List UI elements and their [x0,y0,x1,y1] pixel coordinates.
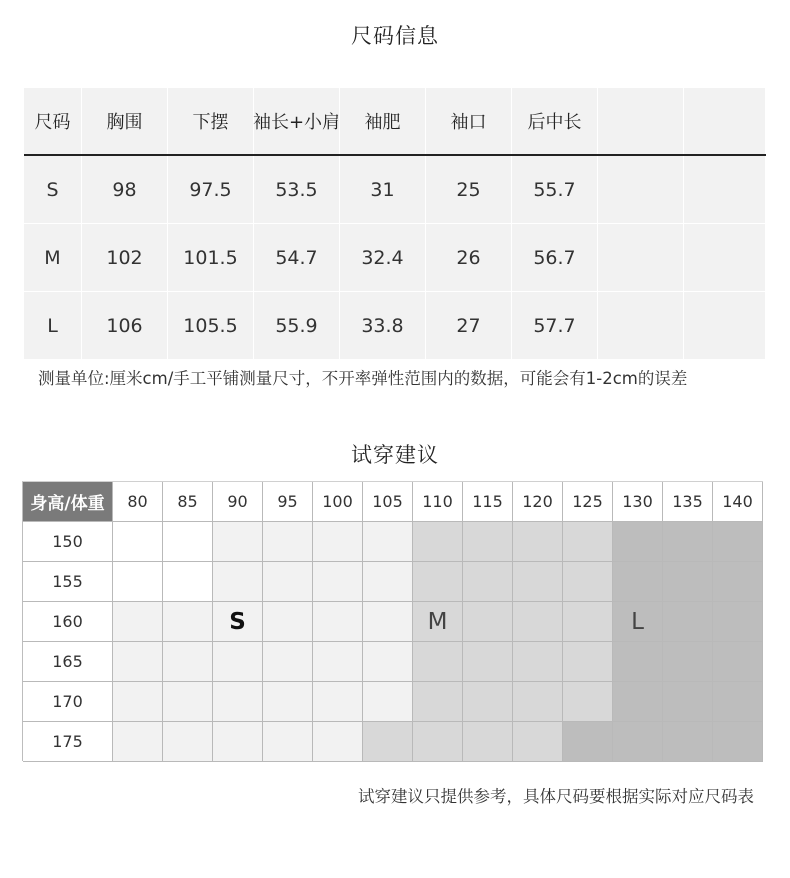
fit-grid-cell [213,642,263,682]
fit-grid-cell [263,682,313,722]
fit-grid-cell [363,522,413,562]
fit-grid-row [23,722,763,762]
fit-grid-cell [163,682,213,722]
fit-grid-cell [613,682,663,722]
fit-grid-cell [663,642,713,682]
size-table-header-cell: 袖口 [426,88,512,154]
fit-grid-cell [413,722,463,762]
size-mark-s: S [229,608,246,635]
weight-header-cell: 85 [163,482,213,522]
fit-grid-row [23,562,763,602]
size-table-cell: 57.7 [512,292,598,359]
size-table-cell: 31 [340,156,426,223]
fit-grid-cell [513,522,563,562]
fit-grid-cell [713,522,763,562]
fit-grid-cell [313,642,363,682]
fit-grid-cell [213,602,263,642]
weight-header-cell: 130 [613,482,663,522]
size-table-cell: 56.7 [512,224,598,291]
fit-grid-cell [663,522,713,562]
fit-grid-cell [163,562,213,602]
fit-grid-cell [163,522,213,562]
size-table-cell: 26 [426,224,512,291]
size-table-cell: 33.8 [340,292,426,359]
fit-grid-cell [513,562,563,602]
fit-grid-row [23,602,763,642]
size-table-cell: 53.5 [254,156,340,223]
weight-header-cell: 135 [663,482,713,522]
fit-grid-header-row [23,482,763,522]
fit-grid-cell [313,562,363,602]
fit-grid-cell [513,722,563,762]
size-table-cell: M [24,224,82,291]
fit-grid-cell [113,642,163,682]
fit-grid-cell [413,602,463,642]
weight-header-cell: 80 [113,482,163,522]
fit-grid-cell [613,642,663,682]
height-header-cell: 155 [23,562,113,602]
height-header-cell: 165 [23,642,113,682]
fit-grid-cell [713,562,763,602]
fit-grid-cell [413,642,463,682]
height-header-cell: 175 [23,722,113,762]
fit-grid-cell [263,642,313,682]
fit-grid-cell [413,522,463,562]
weight-header-cell: 120 [513,482,563,522]
size-table-header-cell: 下摆 [168,88,254,154]
fit-grid-cell [463,522,513,562]
size-table-header-cell: 袖长+小肩 [254,88,340,154]
size-table-cell [598,156,684,223]
size-table-cell: S [24,156,82,223]
fit-grid-cell [513,642,563,682]
fit-grid-cell [113,522,163,562]
weight-header-cell: 110 [413,482,463,522]
size-table-header-cell: 后中长 [512,88,598,154]
fit-grid-cell [363,562,413,602]
fit-grid-cell [163,722,213,762]
fit-grid-cell [713,602,763,642]
fit-grid-cell [563,682,613,722]
size-mark-l: L [631,608,644,635]
fit-grid-cell [163,602,213,642]
size-table-header-cell [598,88,684,154]
size-table-cell: 55.9 [254,292,340,359]
fit-grid-cell [613,522,663,562]
fit-suggestion-note: 试穿建议只提供参考，具体尺码要根据实际对应尺码表 [358,787,754,806]
fit-grid-cell [563,642,613,682]
height-header-cell: 160 [23,602,113,642]
size-table-header-cell: 尺码 [24,88,82,154]
fit-grid-cell [213,682,263,722]
fit-grid-cell [663,722,713,762]
size-table-cell [598,292,684,359]
weight-header-cell: 125 [563,482,613,522]
weight-header-cell: 105 [363,482,413,522]
fit-grid-cell [613,602,663,642]
size-table-header-cell [684,88,766,154]
fit-grid-cell [113,602,163,642]
fit-grid [22,481,763,761]
fit-grid-cell [363,682,413,722]
size-table-cell: 27 [426,292,512,359]
size-table-cell [684,224,766,291]
fit-grid-cell [213,722,263,762]
fit-grid-cell [563,562,613,602]
fit-grid-cell [363,602,413,642]
size-table-cell: 97.5 [168,156,254,223]
height-header-cell: 150 [23,522,113,562]
fit-grid-cell [513,602,563,642]
weight-header-cell: 100 [313,482,363,522]
fit-grid-row [23,682,763,722]
fit-grid-cell [263,522,313,562]
size-table-cell [598,224,684,291]
fit-grid-cell [713,682,763,722]
size-table-cell: 55.7 [512,156,598,223]
size-table-row [24,156,766,223]
fit-grid-cell [713,642,763,682]
fit-grid-cell [463,722,513,762]
size-table-cell: 106 [82,292,168,359]
weight-header-cell: 140 [713,482,763,522]
measurement-note: 测量单位:厘米cm/手工平铺测量尺寸，不开率弹性范围内的数据，可能会有1-2cm的误差 [38,369,688,388]
size-table-row [24,223,766,291]
size-table-row [24,291,766,359]
fit-grid-cell [263,562,313,602]
weight-header-cell: 115 [463,482,513,522]
fit-grid-cell [563,722,613,762]
fit-grid-row [23,522,763,562]
weight-header-cell: 90 [213,482,263,522]
fit-grid-cell [113,562,163,602]
fit-suggestion-title: 试穿建议 [351,443,439,467]
fit-grid-cell [663,602,713,642]
fit-grid-cell [513,682,563,722]
fit-grid-cell [413,562,463,602]
fit-grid-cell [363,642,413,682]
size-table-cell: 32.4 [340,224,426,291]
size-table-header-cell: 胸围 [82,88,168,154]
fit-grid-cell [113,722,163,762]
fit-grid-cell [463,642,513,682]
fit-grid-cell [463,602,513,642]
size-table-cell: 98 [82,156,168,223]
fit-grid-cell [713,722,763,762]
size-table-header [24,88,766,156]
size-table-cell: 54.7 [254,224,340,291]
size-info-title: 尺码信息 [351,24,439,48]
size-table-cell: 101.5 [168,224,254,291]
size-table-cell: 105.5 [168,292,254,359]
fit-grid-row [23,642,763,682]
fit-grid-cell [313,522,363,562]
fit-grid-cell [313,722,363,762]
size-table-cell: L [24,292,82,359]
size-table-cell: 102 [82,224,168,291]
fit-grid-cell [263,722,313,762]
fit-grid-cell [163,642,213,682]
fit-grid-cell [663,562,713,602]
fit-grid-cell [463,682,513,722]
fit-grid-cell [563,522,613,562]
size-table-cell: 25 [426,156,512,223]
fit-grid-cell [213,562,263,602]
fit-grid-cell [363,722,413,762]
fit-grid-cell [313,602,363,642]
fit-grid-cell [313,682,363,722]
height-weight-corner-label: 身高/体重 [23,482,113,522]
fit-grid-cell [113,682,163,722]
weight-header-cell: 95 [263,482,313,522]
size-mark-m: M [427,608,448,635]
fit-grid-cell [613,722,663,762]
height-header-cell: 170 [23,682,113,722]
size-table [24,88,766,359]
fit-grid-cell [563,602,613,642]
fit-grid-cell [413,682,463,722]
fit-grid-cell [463,562,513,602]
size-table-header-cell: 袖肥 [340,88,426,154]
size-table-cell [684,292,766,359]
fit-grid-cell [663,682,713,722]
fit-grid-cell [613,562,663,602]
fit-grid-cell [263,602,313,642]
fit-grid-cell [213,522,263,562]
size-table-cell [684,156,766,223]
